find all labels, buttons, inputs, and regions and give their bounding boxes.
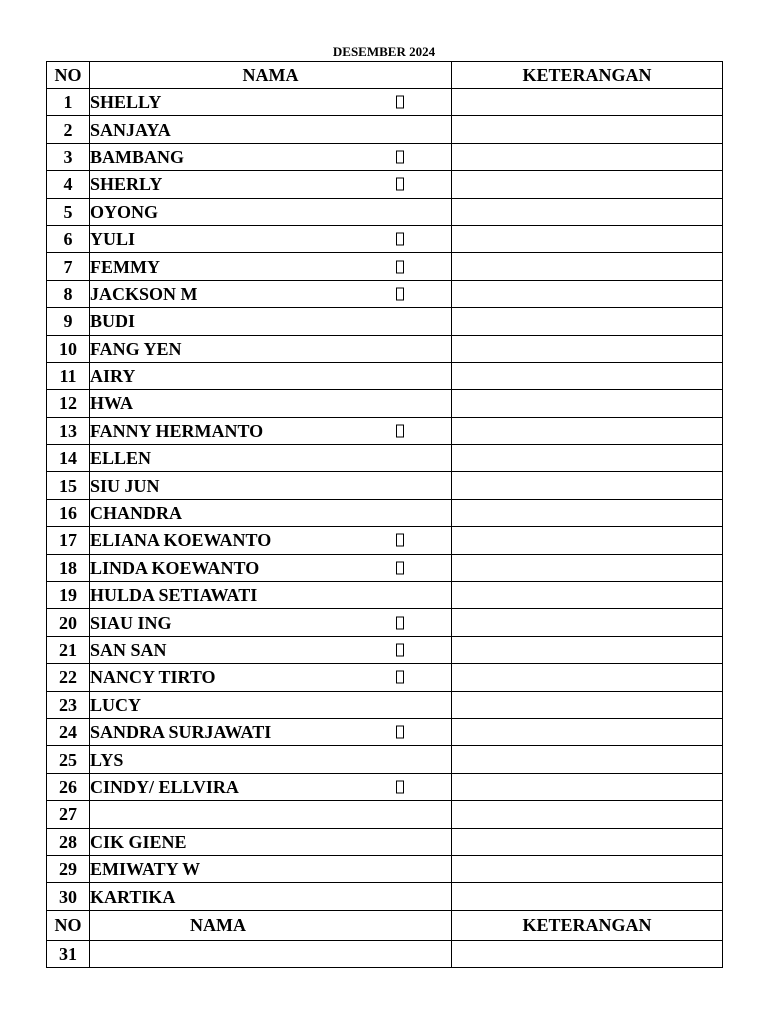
row-number: 5: [47, 198, 90, 225]
table-header-row: [47, 62, 723, 89]
row-keterangan: [452, 801, 723, 828]
row-number: 21: [47, 636, 90, 663]
row-name: [90, 527, 452, 554]
row-number: 28: [47, 828, 90, 855]
page-title: DESEMBER 2024: [332, 44, 436, 59]
row-keterangan: [452, 940, 723, 967]
row-number: 30: [47, 883, 90, 910]
row-keterangan: [452, 308, 723, 335]
missing-glyph-box-icon: [396, 424, 404, 437]
row-keterangan: [452, 171, 723, 198]
table-body: [47, 89, 723, 911]
table-row: [47, 828, 723, 855]
table-row: [47, 89, 723, 116]
row-name-text: NANCY TIRTO: [90, 667, 216, 688]
row-keterangan: [452, 746, 723, 773]
row-name: [90, 554, 452, 581]
row-name-text: ELLEN: [90, 448, 152, 469]
row-name-text: SANDRA SURJAWATI: [90, 722, 272, 743]
row-number: 27: [47, 801, 90, 828]
header-name: NAMA: [90, 62, 452, 89]
row-keterangan: [452, 718, 723, 745]
row-number: 8: [47, 280, 90, 307]
missing-glyph-box-icon: [396, 287, 404, 300]
missing-glyph-box-icon: [396, 260, 404, 273]
table-row: [47, 718, 723, 745]
row-name-text: LUCY: [90, 694, 142, 715]
row-name: [90, 89, 452, 116]
row-keterangan: [452, 636, 723, 663]
row-name-text: LINDA KOEWANTO: [90, 557, 260, 578]
missing-glyph-box-icon: [396, 178, 404, 191]
row-name-text: CINDY/ ELLVIRA: [90, 776, 239, 797]
missing-glyph-box-icon: [396, 780, 404, 793]
table-row: [47, 362, 723, 389]
row-number: 6: [47, 225, 90, 252]
row-name-text: FANG YEN: [90, 338, 182, 359]
row-number: 13: [47, 417, 90, 444]
row-keterangan: [452, 828, 723, 855]
row-number: 12: [47, 390, 90, 417]
table-row: [47, 335, 723, 362]
row-keterangan: [452, 253, 723, 280]
row-keterangan: [452, 527, 723, 554]
row-name: [90, 198, 452, 225]
row-name-text: AIRY: [90, 366, 136, 387]
row-keterangan: [452, 362, 723, 389]
table-row: [47, 171, 723, 198]
table-row: [47, 855, 723, 882]
missing-glyph-box-icon: [396, 233, 404, 246]
table-row: [47, 445, 723, 472]
table-row: [47, 417, 723, 444]
row-name-text: BUDI: [90, 311, 136, 332]
row-name: [90, 773, 452, 800]
row-number: 31: [47, 940, 90, 967]
row-name-text: SIAU ING: [90, 612, 172, 633]
row-keterangan: [452, 143, 723, 170]
missing-glyph-box-icon: [396, 561, 404, 574]
row-name: [90, 855, 452, 882]
row-keterangan: [452, 280, 723, 307]
table-row: [47, 308, 723, 335]
row-keterangan: [452, 445, 723, 472]
row-number: 7: [47, 253, 90, 280]
row-keterangan: [452, 883, 723, 910]
row-name: [90, 253, 452, 280]
row-number: 10: [47, 335, 90, 362]
row-number: 20: [47, 609, 90, 636]
row-name: [90, 691, 452, 718]
row-name: [90, 308, 452, 335]
header-no: NO: [47, 62, 90, 89]
table-row: [47, 253, 723, 280]
row-name-text: JACKSON M: [90, 283, 198, 304]
table-row: [47, 883, 723, 910]
row-keterangan: [452, 116, 723, 143]
row-name-text: CHANDRA: [90, 503, 182, 524]
table-row: [47, 225, 723, 252]
row-number: 18: [47, 554, 90, 581]
missing-glyph-box-icon: [396, 726, 404, 739]
row-number: 4: [47, 171, 90, 198]
row-keterangan: [452, 417, 723, 444]
row-name-text: OYONG: [90, 201, 159, 222]
row-name: [90, 609, 452, 636]
table-row: [47, 527, 723, 554]
row-name: [90, 445, 452, 472]
row-keterangan: [452, 225, 723, 252]
row-name: [90, 746, 452, 773]
table-row: [47, 636, 723, 663]
row-number: 1: [47, 89, 90, 116]
table-row: [47, 940, 723, 967]
attendance-table: [46, 61, 723, 968]
row-name: [90, 390, 452, 417]
missing-glyph-box-icon: [396, 534, 404, 547]
row-number: 26: [47, 773, 90, 800]
row-name: [90, 472, 452, 499]
row-number: 25: [47, 746, 90, 773]
row-name: [90, 940, 452, 967]
row-name-text: EMIWATY W: [90, 859, 201, 880]
table-row: [47, 499, 723, 526]
row-name-text: HWA: [90, 393, 134, 414]
row-keterangan: [452, 89, 723, 116]
table-row: [47, 609, 723, 636]
row-number: 9: [47, 308, 90, 335]
table-row: [47, 582, 723, 609]
row-name-text: SAN SAN: [90, 640, 167, 660]
row-keterangan: [452, 855, 723, 882]
table-row: [47, 746, 723, 773]
row-name: [90, 417, 452, 444]
header-keterangan: KETERANGAN: [452, 62, 723, 89]
row-name: [90, 883, 452, 910]
table-row: [47, 280, 723, 307]
row-keterangan: [452, 691, 723, 718]
row-keterangan: [452, 582, 723, 609]
table-row: [47, 390, 723, 417]
row-number: 22: [47, 664, 90, 691]
row-name: [90, 116, 452, 143]
row-keterangan: [452, 554, 723, 581]
row-keterangan: [452, 499, 723, 526]
row-number: 19: [47, 582, 90, 609]
row-keterangan: [452, 773, 723, 800]
missing-glyph-box-icon: [396, 671, 404, 684]
row-name-text: FANNY HERMANTO: [90, 420, 264, 441]
row-name: [90, 718, 452, 745]
row-keterangan: [452, 335, 723, 362]
row-name-text: YULI: [90, 229, 136, 250]
table-row: [47, 554, 723, 581]
table-row: [47, 143, 723, 170]
row-name: [90, 143, 452, 170]
row-number: 3: [47, 143, 90, 170]
row-name: [90, 335, 452, 362]
row-keterangan: [452, 609, 723, 636]
row-keterangan: [452, 198, 723, 225]
table-row: [47, 664, 723, 691]
missing-glyph-box-icon: [396, 96, 404, 109]
header-name: NAMA: [90, 910, 452, 940]
table-row: [47, 472, 723, 499]
table-row: [47, 801, 723, 828]
row-name-text: FEMMY: [90, 256, 160, 277]
row-name: [90, 225, 452, 252]
table-row: [47, 773, 723, 800]
row-number: 11: [47, 362, 90, 389]
row-number: 24: [47, 718, 90, 745]
row-name: [90, 801, 452, 828]
row-name-text: SANJAYA: [90, 119, 171, 140]
row-name-text: LYS: [90, 749, 124, 770]
row-number: 2: [47, 116, 90, 143]
table-header-row-repeat: [47, 910, 723, 940]
header-keterangan: KETERANGAN: [452, 910, 723, 940]
row-name: [90, 582, 452, 609]
row-keterangan: [452, 390, 723, 417]
row-name: [90, 828, 452, 855]
row-number: 23: [47, 691, 90, 718]
row-name: [90, 362, 452, 389]
missing-glyph-box-icon: [396, 644, 404, 657]
row-name-text: ELIANA KOEWANTO: [90, 530, 272, 551]
row-keterangan: [452, 664, 723, 691]
table-row: [47, 198, 723, 225]
row-name-text: KARTIKA: [90, 886, 176, 907]
row-name: [90, 636, 452, 663]
row-keterangan: [452, 472, 723, 499]
row-name-text: BAMBANG: [90, 146, 184, 167]
row-name-text: CIK GIENE: [90, 831, 187, 852]
table-body-second: [47, 910, 723, 967]
row-name-text: SHERLY: [90, 174, 163, 195]
missing-glyph-box-icon: [396, 150, 404, 163]
row-name: [90, 664, 452, 691]
header-no: NO: [47, 910, 90, 940]
row-name: [90, 499, 452, 526]
row-name: [90, 171, 452, 198]
row-number: 29: [47, 855, 90, 882]
row-name: [90, 280, 452, 307]
row-number: 14: [47, 445, 90, 472]
table-row: [47, 691, 723, 718]
row-name-text: SIU JUN: [90, 475, 160, 496]
row-number: 16: [47, 499, 90, 526]
row-name-text: HULDA SETIAWATI: [90, 585, 258, 606]
table-row: [47, 116, 723, 143]
row-name-text: SHELLY: [90, 92, 162, 113]
missing-glyph-box-icon: [396, 616, 404, 629]
row-number: 17: [47, 527, 90, 554]
row-number: 15: [47, 472, 90, 499]
